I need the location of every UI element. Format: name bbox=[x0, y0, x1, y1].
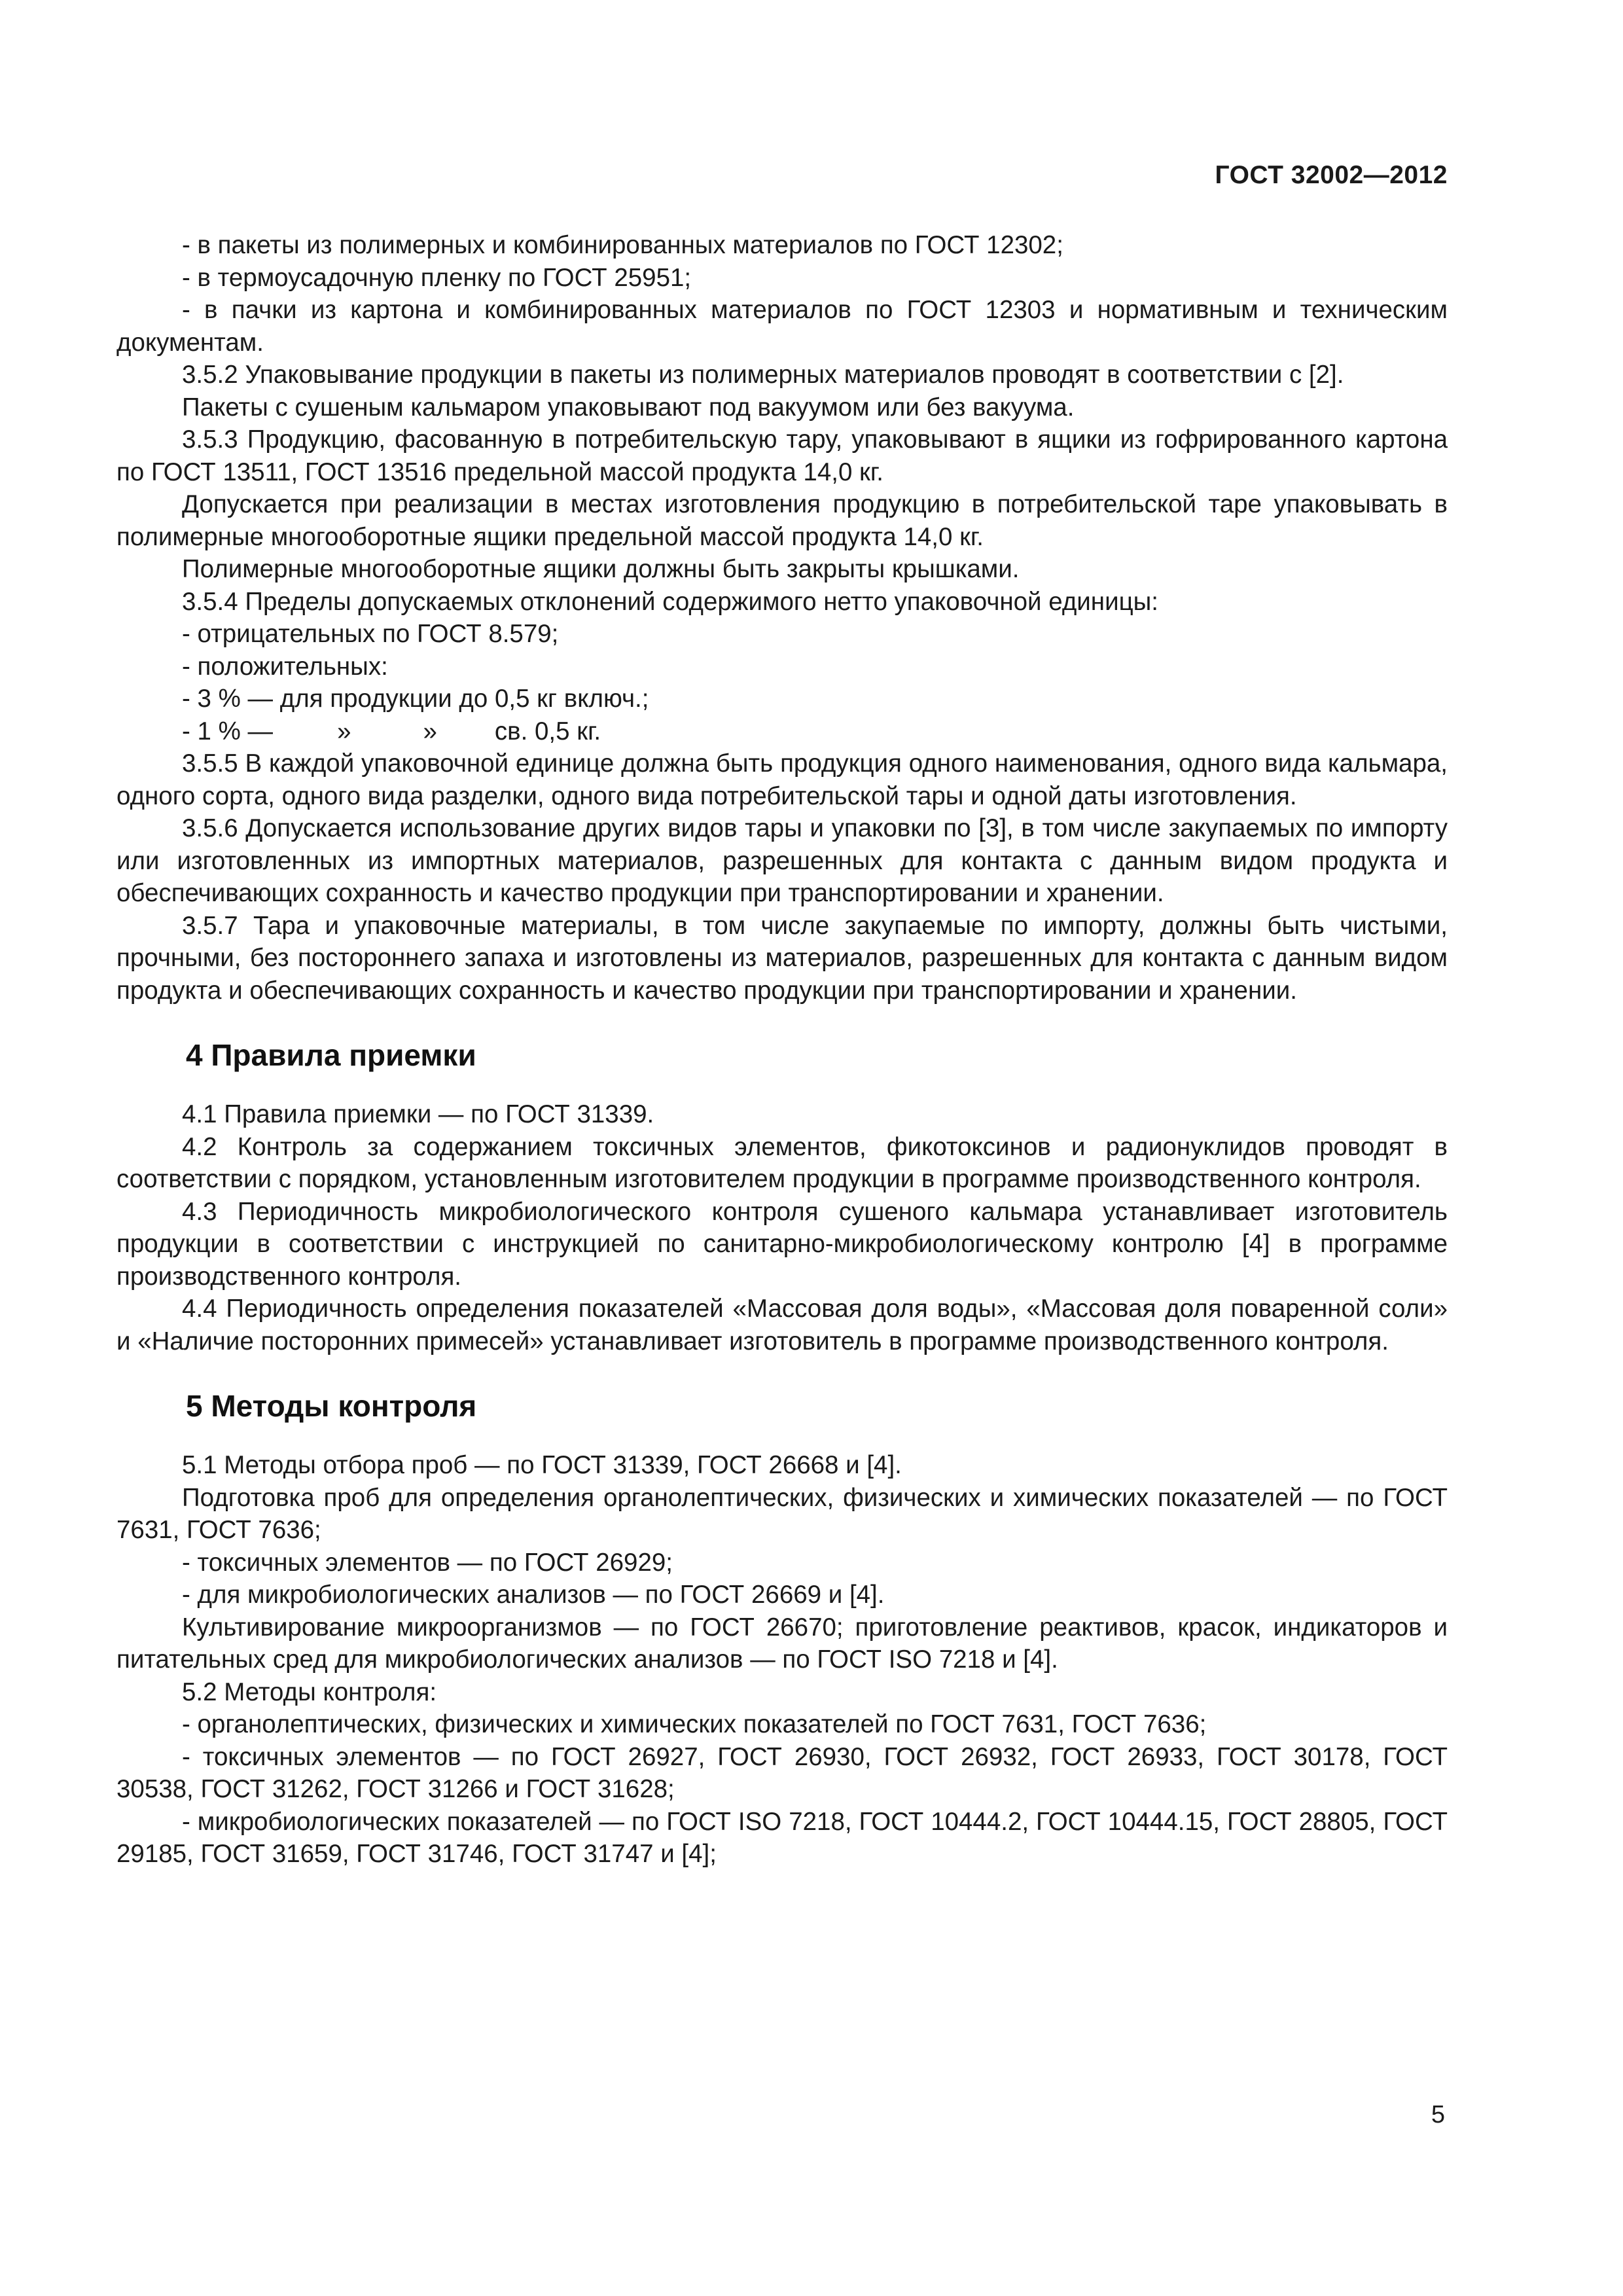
list-item: - токсичных элементов — по ГОСТ 26927, ГОСТ 26930, ГОСТ 26932, ГОСТ 26933, ГОСТ 30178, ГОСТ 30538, ГОСТ 31262, ГОСТ 31266 и ГОСТ 31628; bbox=[116, 1742, 1448, 1803]
list-item: - в пачки из картона и комбинированных материалов по ГОСТ 12303 и нормативным и техническим документам. bbox=[116, 296, 1448, 357]
clause-4-2: 4.2 Контроль за содержанием токсичных элементов, фикотоксинов и радионуклидов проводят в соответствии с порядком, установленным изготовителем продукции в программе производственного контроля. bbox=[116, 1132, 1448, 1193]
list-item: - для микробиологических анализов — по ГОСТ 26669 и [4]. bbox=[182, 1581, 885, 1609]
tolerance-percent: - 1 % — bbox=[182, 717, 274, 745]
document-body bbox=[116, 229, 1448, 1871]
list-item: - в пакеты из полимерных и комбинированных материалов по ГОСТ 12302; bbox=[182, 231, 1063, 259]
section-heading-4: 4 Правила приемки bbox=[186, 1038, 476, 1072]
clause-3-5-2: 3.5.2 Упаковывание продукции в пакеты из полимерных материалов проводят в соответствии с [2]. bbox=[182, 361, 1344, 389]
clause-5-1: 5.1 Методы отбора проб — по ГОСТ 31339, ГОСТ 26668 и [4]. bbox=[182, 1451, 902, 1479]
tolerance-text: св. 0,5 кг. bbox=[494, 717, 601, 745]
paragraph: Полимерные многооборотные ящики должны быть закрыты крышками. bbox=[182, 555, 1020, 583]
clause-4-1: 4.1 Правила приемки — по ГОСТ 31339. bbox=[182, 1100, 654, 1128]
clause-3-5-6: 3.5.6 Допускается использование других видов тары и упаковки по [3], в том числе закупаемых по импорту или изготовленных из импортных материалов, разрешенных для контакта с данным видом продукта и обеспечивающих сохранность и качество продукции при транспортировании и хранении. bbox=[116, 814, 1448, 907]
list-item: - в термоусадочную пленку по ГОСТ 25951; bbox=[182, 263, 692, 292]
clause-3-5-4: 3.5.4 Пределы допускаемых отклонений содержимого нетто упаковочной единицы: bbox=[182, 587, 1158, 616]
ditto-mark: » bbox=[337, 717, 351, 745]
clause-3-5-7: 3.5.7 Тара и упаковочные материалы, в том числе закупаемые по импорту, должны быть чистыми, прочными, без постороннего запаха и изготовлены из материалов, разрешенных для контакта с данным видом продукта и обеспечивающих сохранность и качество продукции при транспортировании и хранении. bbox=[116, 911, 1448, 1005]
paragraph: Допускается при реализации в местах изготовления продукцию в потребительской таре упаковывать в полимерные многооборотные ящики предельной массой продукта 14,0 кг. bbox=[116, 490, 1448, 551]
section-heading-5: 5 Методы контроля bbox=[186, 1389, 477, 1423]
tolerance-row bbox=[116, 715, 1448, 748]
clause-5-2: 5.2 Методы контроля: bbox=[182, 1677, 437, 1706]
list-item: - токсичных элементов — по ГОСТ 26929; bbox=[182, 1548, 673, 1577]
list-item: - отрицательных по ГОСТ 8.579; bbox=[182, 620, 559, 648]
page-number: 5 bbox=[1431, 2101, 1445, 2128]
paragraph: Пакеты с сушеным кальмаром упаковывают под вакуумом или без вакуума. bbox=[182, 393, 1075, 422]
document-header-code: ГОСТ 32002—2012 bbox=[1215, 161, 1448, 189]
tolerance-percent: - 3 % — bbox=[182, 685, 274, 713]
clause-4-3: 4.3 Периодичность микробиологического контроля сушеного кальмара устанавливает изготовитель продукции в соответствии с инструкцией по санитарно-микробиологическому контролю [4] в программе производственного контроля. bbox=[116, 1197, 1448, 1291]
paragraph: Культивирование микроорганизмов — по ГОСТ 26670; приготовление реактивов, красок, индикаторов и питательных сред для микробиологических анализов — по ГОСТ ISO 7218 и [4]. bbox=[116, 1613, 1448, 1674]
list-item: - органолептических, физических и химических показателей по ГОСТ 7631, ГОСТ 7636; bbox=[182, 1710, 1207, 1738]
list-item: - микробиологических показателей — по ГОСТ ISO 7218, ГОСТ 10444.2, ГОСТ 10444.15, ГОСТ 28805, ГОСТ 29185, ГОСТ 31659, ГОСТ 31746, ГОСТ 31747 и [4]; bbox=[116, 1807, 1448, 1868]
tolerance-text: для продукции до 0,5 кг включ.; bbox=[279, 685, 649, 713]
clause-3-5-5: 3.5.5 В каждой упаковочной единице должна быть продукция одного наименования, одного вида кальмара, одного сорта, одного вида разделки, одного вида потребительской тары и одной даты изготовления. bbox=[116, 749, 1448, 810]
ditto-mark: » bbox=[423, 717, 437, 745]
list-item: - положительных: bbox=[182, 652, 388, 681]
paragraph: Подготовка проб для определения органолептических, физических и химических показателей — по ГОСТ 7631, ГОСТ 7636; bbox=[116, 1483, 1448, 1544]
tolerance-row bbox=[116, 683, 1448, 715]
clause-3-5-3: 3.5.3 Продукцию, фасованную в потребительскую тару, упаковывают в ящики из гофрированного картона по ГОСТ 13511, ГОСТ 13516 предельной массой продукта 14,0 кг. bbox=[116, 425, 1448, 486]
clause-4-4: 4.4 Периодичность определения показателей «Массовая доля воды», «Массовая доля поваренной соли» и «Наличие посторонних примесей» устанавливает изготовитель в программе производственного контроля. bbox=[116, 1295, 1448, 1355]
